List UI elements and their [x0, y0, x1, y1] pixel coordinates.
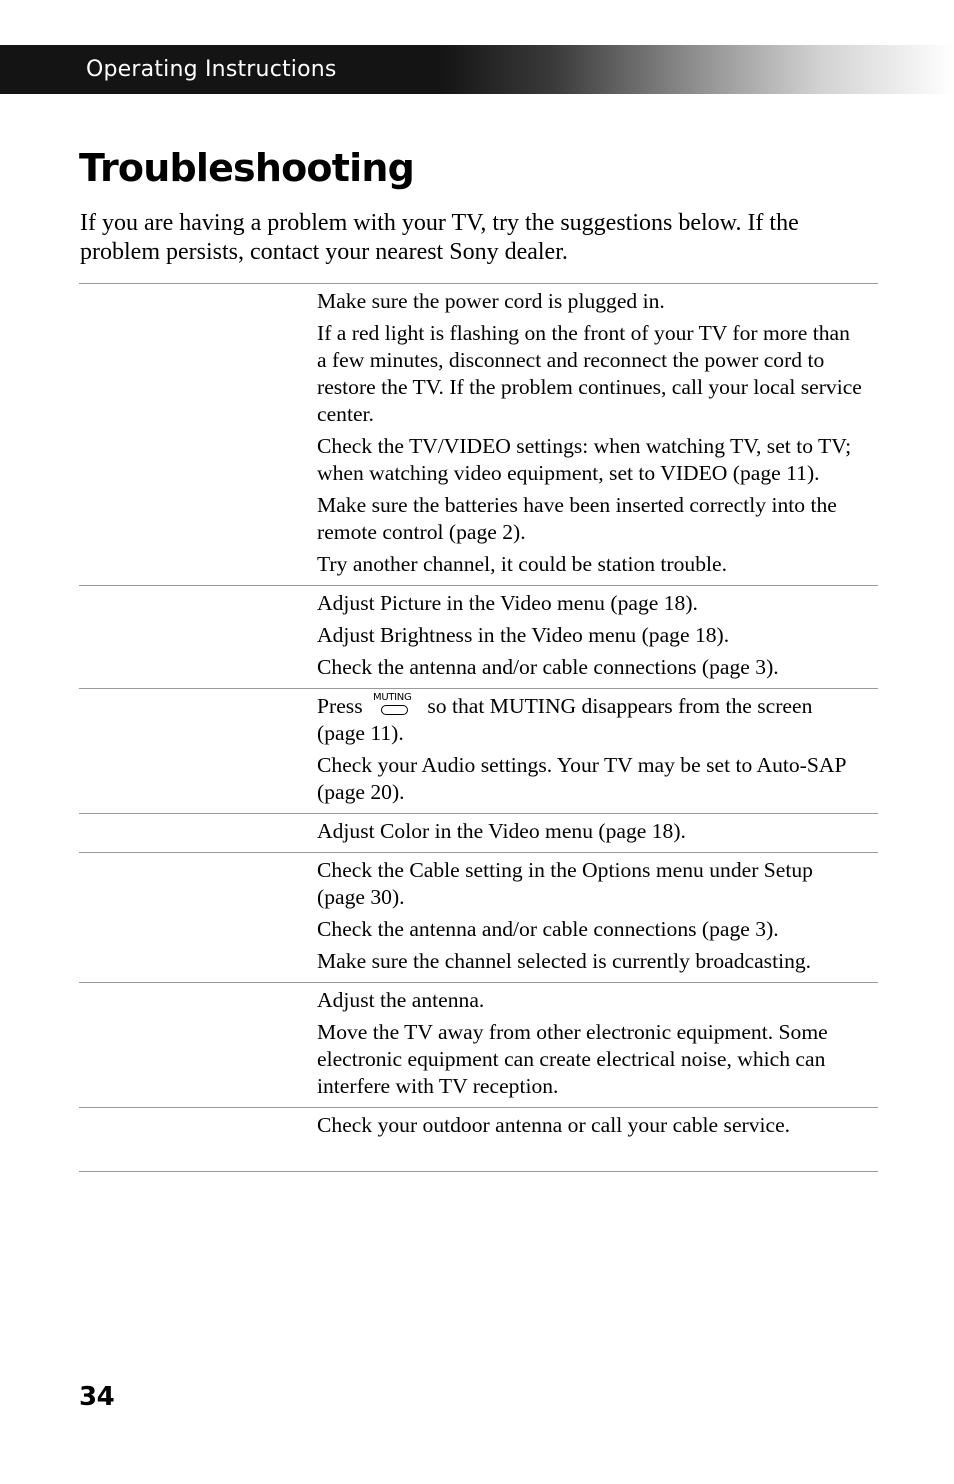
suggestion-text: Adjust Brightness in the Video menu (page 18). — [317, 623, 730, 647]
table-row — [79, 586, 878, 689]
suggestion-text: Make sure the channel selected is currently broadcasting. — [317, 949, 812, 973]
troubleshooting-table — [79, 283, 878, 1172]
page-number: 34 — [79, 1382, 115, 1412]
suggestion-text: If a red light is flashing on the front of your TV for more than a few minutes, disconnect and reconnect the power cord to restore the TV. If the problem continues, call your local service center. — [317, 321, 862, 426]
suggestion-text: Check the antenna and/or cable connections (page 3). — [317, 655, 779, 679]
suggestion-text: Make sure the power cord is plugged in. — [317, 289, 665, 313]
suggestion-text: Try another channel, it could be station trouble. — [317, 552, 727, 576]
suggestion-text: Make sure the batteries have been inserted correctly into the remote control (page 2). — [317, 493, 837, 544]
muting-button-icon — [370, 692, 420, 715]
suggestion-text: Check your outdoor antenna or call your cable service. — [317, 1113, 791, 1137]
table-row — [79, 853, 878, 983]
suggestion-text: Adjust the antenna. — [317, 988, 485, 1012]
intro-paragraph: If you are having a problem with your TV, try the suggestions below. If the problem persists, contact your nearest Sony dealer. — [80, 210, 799, 265]
page-title: Troubleshooting — [79, 146, 414, 190]
press-text: Press — [317, 694, 363, 718]
table-row — [79, 983, 878, 1108]
suggestion-text: Adjust Color in the Video menu (page 18). — [317, 819, 686, 843]
muting-button-label: MUTING — [373, 692, 412, 703]
table-row — [79, 814, 878, 853]
button-oval-icon — [381, 705, 408, 715]
table-row — [79, 1108, 878, 1172]
suggestion-text: Check the antenna and/or cable connections (page 3). — [317, 917, 779, 941]
suggestion-text: Check the TV/VIDEO settings: when watching TV, set to TV; when watching video equipment, set to VIDEO (page 11). — [317, 434, 852, 485]
suggestion-text: Check your Audio settings. Your TV may be set to Auto-SAP (page 20). — [317, 753, 846, 804]
table-row — [79, 689, 878, 814]
section-label: Operating Instructions — [86, 57, 337, 82]
suggestion-text: Adjust Picture in the Video menu (page 18). — [317, 591, 698, 615]
suggestion-text: Check the Cable setting in the Options menu under Setup (page 30). — [317, 858, 813, 909]
suggestion-text: Move the TV away from other electronic equipment. Some electronic equipment can create electrical noise, which can interfere with TV reception. — [317, 1020, 828, 1098]
muting-instruction-text: so that MUTING disappears from the screen (page 11). — [317, 694, 813, 745]
table-row — [79, 284, 878, 586]
muting-suggestion — [317, 693, 862, 747]
